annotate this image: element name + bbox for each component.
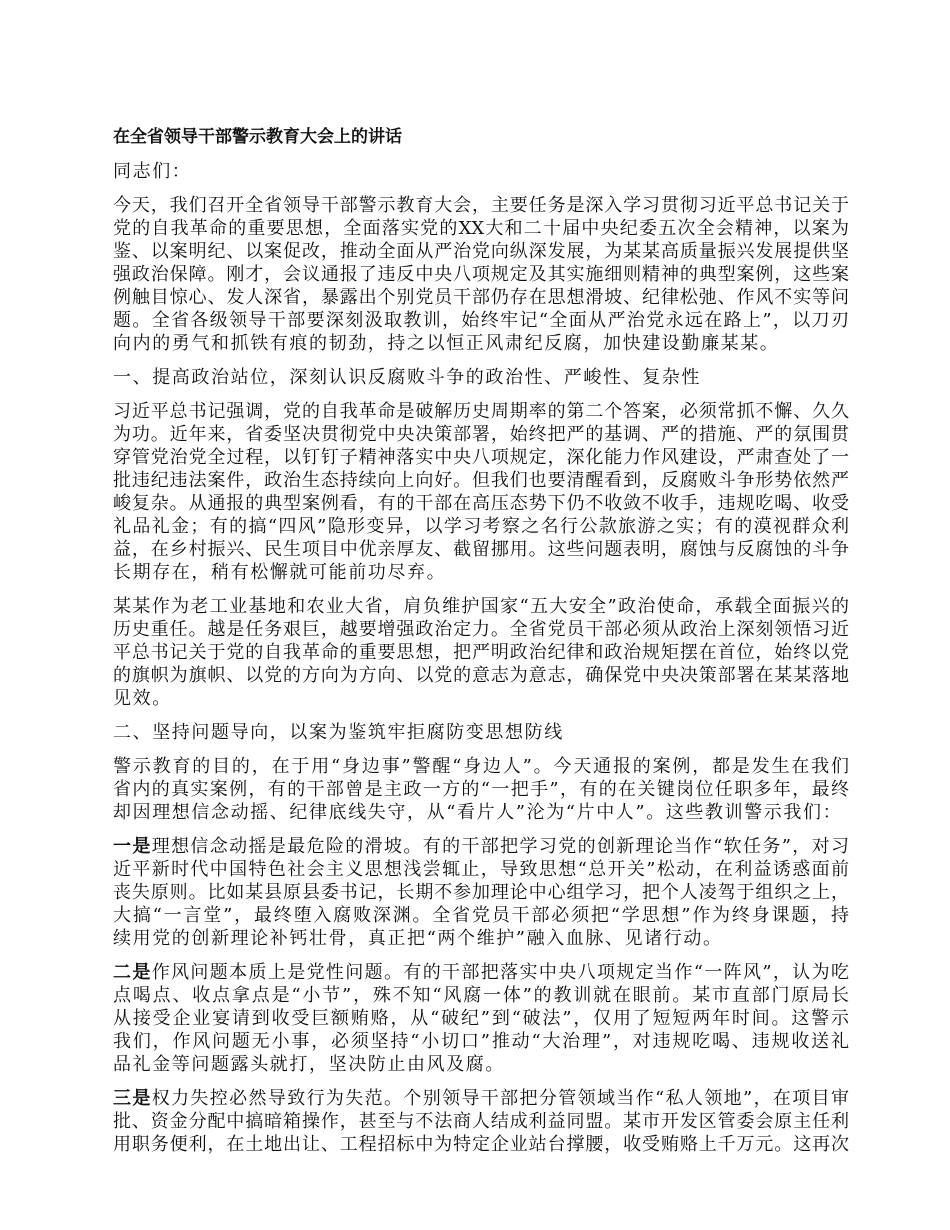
paragraph-lead: 二是: [113, 962, 152, 983]
text-line: [113, 961, 849, 984]
text-line: [113, 1053, 849, 1076]
line-text: 长期存在，稍有松懈就可能前功尽弃。: [113, 562, 447, 583]
text-line: [113, 309, 849, 332]
line-text: 省内的真实案例，有的干部曾是主政一方的“一把手”，有的在关键岗位任职多年，最终: [113, 779, 849, 800]
text-line: [113, 927, 849, 950]
line-text: 点喝点、收点拿点是“小节”，殊不知“风腐一体”的教训就在眼前。某市直部门原局长: [113, 985, 849, 1006]
line-text: 习近平总书记强调，党的自我革命是破解历史周期率的第二个答案，必须常抓不懈、久久: [113, 401, 849, 422]
paragraph: [113, 755, 849, 824]
text-line: [113, 618, 849, 641]
paragraph-lead: 一是: [113, 836, 152, 857]
text-line: [113, 835, 849, 858]
text-line: [113, 194, 849, 217]
text-line: [113, 160, 849, 183]
text-line: [113, 446, 849, 469]
line-text: 益，在乡村振兴、民生项目中优亲厚友、截留挪用。这些问题表明，腐蚀与反腐蚀的斗争: [113, 539, 849, 560]
line-text: 丧失原则。比如某县原县委书记，长期不参加理论中心组学习，把个人凌驾于组织之上，: [113, 882, 849, 903]
line-text: 批、资金分配中搞暗箱操作，甚至与不法商人结成利益同盟。某市开发区管委会原主任利: [113, 1111, 849, 1132]
text-line: [113, 492, 849, 515]
line-text: 一、提高政治站位，深刻认识反腐败斗争的政治性、严峻性、复杂性: [113, 367, 701, 388]
text-line: [113, 1087, 849, 1110]
text-line: [113, 641, 849, 664]
line-text: 向内的勇气和抓铁有痕的韧劲，持之以恒正风肃纪反腐，加快建设勤廉某某。: [113, 333, 780, 354]
text-line: [113, 904, 849, 927]
text-line: [113, 217, 849, 240]
line-text: 权力失控必然导致行为失范。个别领导干部把分管领域当作“私人领地”，在项目审: [151, 1088, 849, 1109]
paragraph: [113, 1087, 849, 1156]
line-text: 作风问题本质上是党性问题。有的干部把落实中央八项规定当作“一阵风”，认为吃: [151, 962, 849, 983]
text-line: [113, 538, 849, 561]
document-title: 在全省领导干部警示教育大会上的讲话: [113, 127, 402, 147]
line-text: 警示教育的目的，在于用“身边事”警醒“身边人”。今天通报的案例，都是发生在我们: [113, 756, 849, 777]
text-line: [113, 664, 849, 687]
line-text: 近平新时代中国特色社会主义思想浅尝辄止，导致思想“总开关”松动，在利益诱惑面前: [113, 859, 849, 880]
line-text: 的旗帜为旗帜、以党的方向为方向、以党的意志为意志，确保党中央决策部署在某某落地: [113, 665, 849, 686]
text-line: [113, 858, 849, 881]
line-text: 某某作为老工业基地和农业大省，肩负维护国家“五大安全”政治使命，承载全面振兴的: [113, 596, 849, 617]
line-text: 理想信念动摇是最危险的滑坡。有的干部把学习党的创新理论当作“软任务”，对习: [151, 836, 849, 857]
text-line: [113, 721, 849, 744]
line-text: 例触目惊心、发人深省，暴露出个别党员干部仍存在思想滑坡、纪律松弛、作风不实等问: [113, 287, 849, 308]
line-text: 平总书记关于党的自我革命的重要思想，把严明政治纪律和政治规矩摆在首位，始终以党: [113, 642, 849, 663]
text-line: [113, 263, 849, 286]
text-line: [113, 332, 849, 355]
text-line: [113, 595, 849, 618]
paragraph: [113, 595, 849, 710]
text-line: [113, 366, 849, 389]
line-text: 题。全省各级领导干部要深刻汲取教训，始终牢记“全面从严治党永远在路上”，以刀刃: [113, 310, 849, 331]
line-text: 峻复杂。从通报的典型案例看，有的干部在高压态势下仍不收敛不收手，违规吃喝、收受: [113, 493, 849, 514]
text-line: [113, 240, 849, 263]
text-line: [113, 881, 849, 904]
text-line: [113, 1007, 849, 1030]
line-text: 党的自我革命的重要思想，全面落实党的XX大和二十届中央纪委五次全会精神，以案为: [113, 218, 849, 239]
line-text: 续用党的创新理论补钙壮骨，真正把“两个维护”融入血脉、见诸行动。: [113, 928, 723, 949]
line-text: 为功。近年来，省委坚决贯彻党中央决策部署，始终把严的基调、严的措施、严的氛围贯: [113, 424, 849, 445]
paragraph-lead: 三是: [113, 1088, 152, 1109]
text-line: [113, 561, 849, 584]
text-line: [113, 286, 849, 309]
text-line: [113, 778, 849, 801]
text-line: [113, 515, 849, 538]
paragraph: [113, 400, 849, 584]
line-text: 却因理想信念动摇、纪律底线失守，从“看片人”沦为“片中人”。这些教训警示我们：: [113, 802, 843, 823]
paragraph: [113, 160, 849, 183]
line-text: 强政治保障。刚才，会议通报了违反中央八项规定及其实施细则精神的典型案例，这些案: [113, 264, 849, 285]
text-line: [113, 755, 849, 778]
text-line: [113, 423, 849, 446]
line-text: 今天，我们召开全省领导干部警示教育大会，主要任务是深入学习贯彻习近平总书记关于: [113, 195, 849, 216]
text-line: [113, 801, 849, 824]
line-text: 穿管党治党全过程，以钉钉子精神落实中央八项规定，深化能力作风建设，严肃查处了一: [113, 447, 849, 468]
line-text: 二、坚持问题导向，以案为鉴筑牢拒腐防变思想防线: [113, 722, 564, 743]
text-line: [113, 687, 849, 710]
line-text: 见效。: [113, 688, 172, 709]
text-line: [113, 1133, 849, 1156]
paragraph: [113, 366, 849, 389]
text-line: [113, 469, 849, 492]
line-text: 礼品礼金；有的搞“四风”隐形变异，以学习考察之名行公款旅游之实；有的漠视群众利: [113, 516, 849, 537]
line-text: 品礼金等问题露头就打，坚决防止由风及腐。: [113, 1054, 505, 1075]
paragraph: [113, 835, 849, 950]
line-text: 大搞“一言堂”，最终堕入腐败深渊。全省党员干部必须把“学思想”作为终身课题，持: [113, 905, 849, 926]
paragraph: [113, 961, 849, 1076]
text-line: [113, 1030, 849, 1053]
line-text: 我们，作风问题无小事，必须坚持“小切口”推动“大治理”，对违规吃喝、违规收送礼: [113, 1031, 849, 1052]
line-text: 用职务便利，在土地出让、工程招标中为特定企业站台撑腰，收受贿赂上千万元。这再次: [113, 1134, 849, 1155]
line-text: 批违纪违法案件，政治生态持续向上向好。但我们也要清醒看到，反腐败斗争形势依然严: [113, 470, 849, 491]
paragraph: [113, 721, 849, 744]
line-text: 鉴、以案明纪、以案促改，推动全面从严治党向纵深发展，为某某高质量振兴发展提供坚: [113, 241, 849, 262]
line-text: 历史重任。越是任务艰巨，越要增强政治定力。全省党员干部必须从政治上深刻领悟习近: [113, 619, 849, 640]
line-text: 从接受企业宴请到收受巨额贿赂，从“破纪”到“破法”，仅用了短短两年时间。这警示: [113, 1008, 849, 1029]
document-body: [113, 126, 849, 1167]
text-line: [113, 984, 849, 1007]
paragraphs: [113, 160, 849, 1156]
paragraph: [113, 194, 849, 355]
text-line: [113, 400, 849, 423]
text-line: [113, 1110, 849, 1133]
line-text: 同志们：: [113, 161, 192, 182]
